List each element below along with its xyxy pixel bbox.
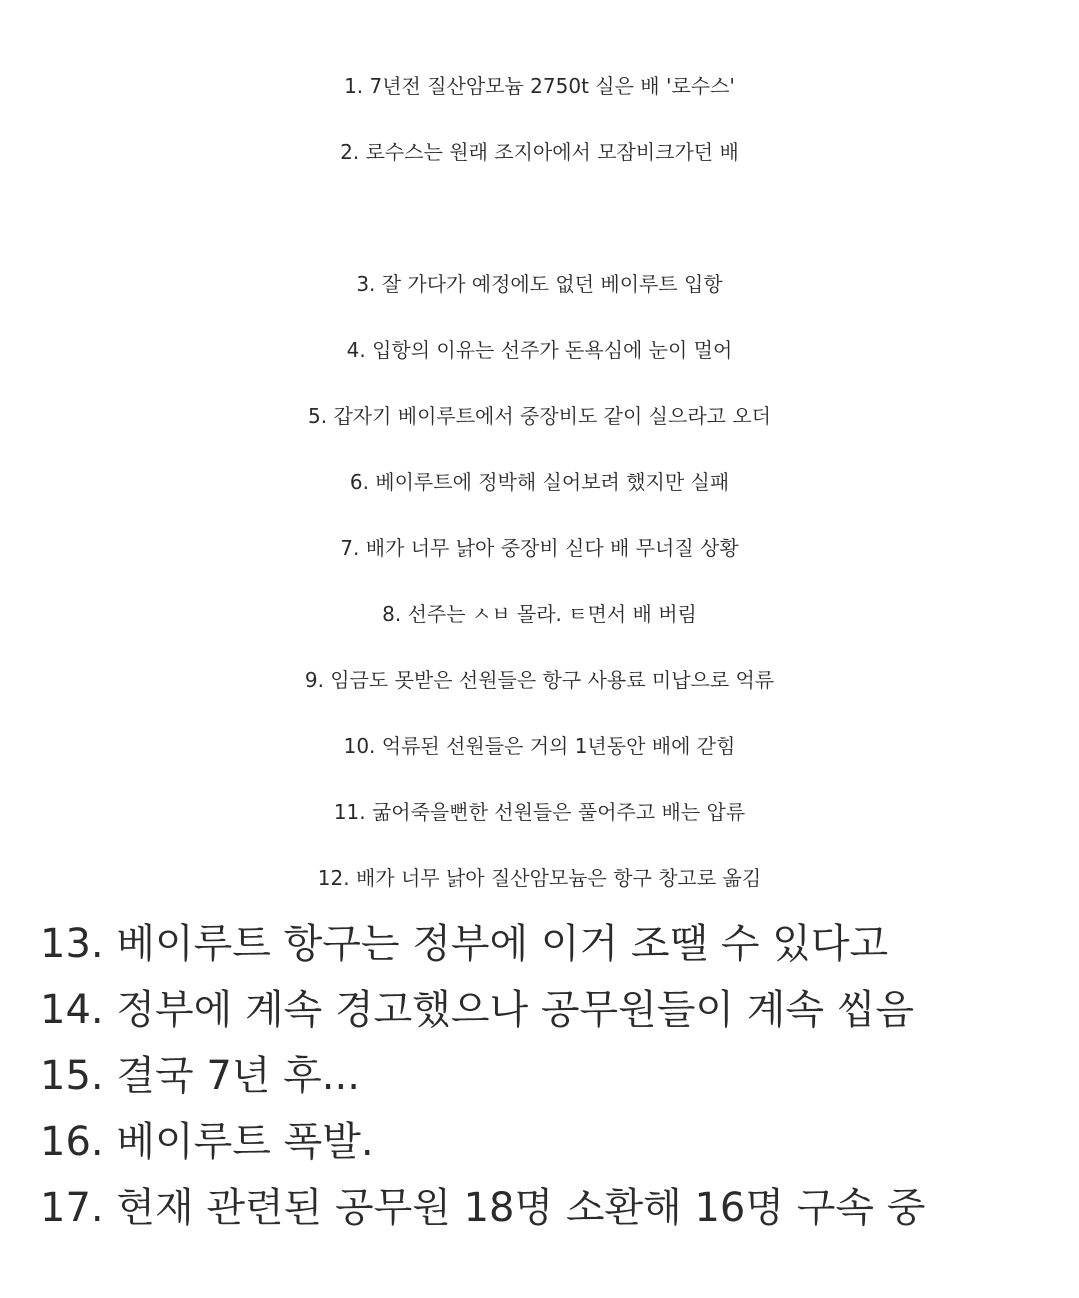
list-item-9: 9. 임금도 못받은 선원들은 항구 사용료 미납으로 억류 — [304, 668, 775, 692]
list-item-3: 3. 잘 가다가 예정에도 없던 베이루트 입항 — [356, 272, 723, 296]
list-item-4: 4. 입항의 이유는 선주가 돈욕심에 눈이 멀어 — [346, 338, 733, 362]
list-item-7: 7. 배가 너무 낡아 중장비 싣다 배 무너질 상황 — [340, 536, 739, 560]
list-item-11: 11. 굶어죽을뻔한 선원들은 풀어주고 배는 압류 — [333, 800, 746, 824]
list-item-1: 1. 7년전 질산암모늄 2750t 실은 배 '로수스' — [344, 74, 735, 98]
list-item-5: 5. 갑자기 베이루트에서 중장비도 같이 실으라고 오더 — [308, 404, 771, 428]
list-item-6: 6. 베이루트에 정박해 실어보려 했지만 실패 — [349, 470, 730, 494]
list-item-14: 14. 정부에 계속 경고했으나 공무원들이 계속 씹음 — [40, 987, 915, 1033]
list-item-13: 13. 베이루트 항구는 정부에 이거 조땔 수 있다고 — [40, 921, 889, 967]
list-item-10: 10. 억류된 선원들은 거의 1년동안 배에 갇힘 — [343, 734, 736, 758]
list-item-2: 2. 로수스는 원래 조지아에서 모잠비크가던 배 — [340, 140, 739, 164]
list-item-17: 17. 현재 관련된 공무원 18명 소환해 16명 구속 중 — [40, 1185, 926, 1231]
list-item-16: 16. 베이루트 폭발. — [40, 1119, 374, 1165]
list-item-12: 12. 배가 너무 낡아 질산암모늄은 항구 창고로 옮김 — [317, 866, 762, 890]
list-item-8: 8. 선주는 ㅅㅂ 몰라. ㅌ면서 배 버림 — [382, 602, 697, 626]
list-item-15: 15. 결국 7년 후... — [40, 1053, 360, 1099]
